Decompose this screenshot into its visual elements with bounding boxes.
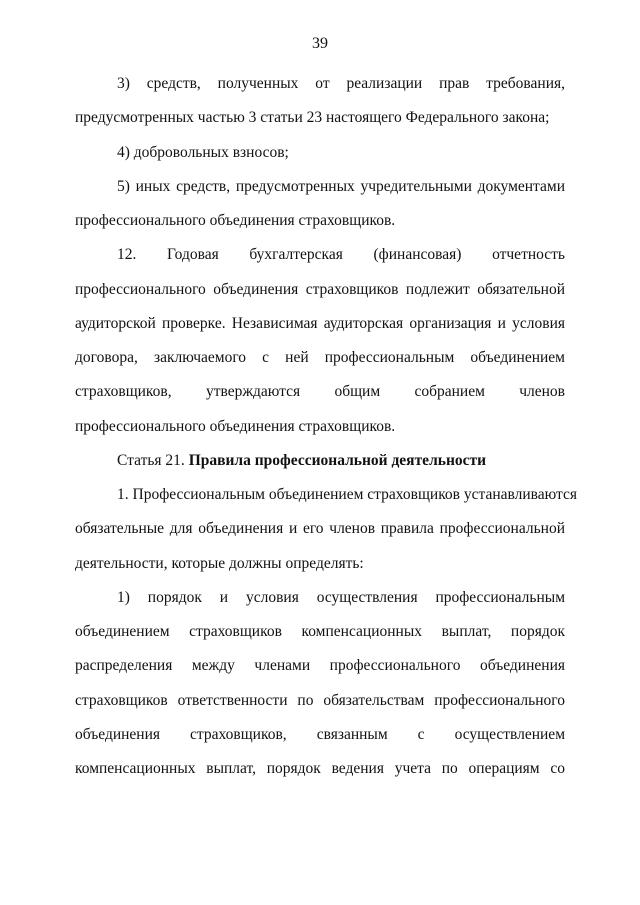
text-line: профессионального объединения страховщиков подлежит обязательной	[75, 280, 565, 298]
text-line: договора, заключаемого с ней профессиональным объединением	[75, 349, 565, 366]
text-line: деятельности, которые должны определять:	[75, 554, 364, 572]
text-line: аудиторской проверке. Независимая аудиторская организация и условия	[75, 314, 565, 332]
text-line: профессионального объединения страховщиков.	[75, 212, 396, 229]
text-line: 3) средств, полученных от реализации прав требования,	[117, 75, 565, 92]
text-line: 1) порядок и условия осуществления профессиональным	[117, 588, 565, 606]
text-line: предусмотренных частью 3 статьи 23 настоящего Федерального закона;	[75, 109, 550, 127]
text-line: распределения между членами профессионального объединения	[75, 657, 565, 675]
article-heading	[75, 444, 565, 478]
text-line: компенсационных выплат, порядок ведения учета по операциям со	[75, 760, 565, 777]
text-line: 5) иных средств, предусмотренных учредительными документами	[117, 177, 565, 195]
document-body	[75, 67, 578, 786]
text-line: страховщиков ответственности по обязательствам профессионального	[75, 691, 565, 709]
text-line: профессионального объединения страховщиков.	[75, 417, 396, 435]
text-line: 12. Годовая бухгалтерская (финансовая) отчетность	[117, 246, 565, 264]
text-line: 1. Профессиональным объединением страховщиков устанавливаются	[117, 486, 578, 503]
text-line: страховщиков, утверждаются общим собранием членов	[75, 383, 565, 401]
article-number: Статья 21.	[117, 451, 189, 469]
text-line: объединения страховщиков, связанным с осуществлением	[75, 725, 565, 743]
article-title: Правила профессиональной деятельности	[188, 451, 487, 469]
text-line: объединением страховщиков компенсационных выплат, порядок	[75, 623, 565, 640]
page-number: 39	[312, 35, 328, 52]
text-line: 4) добровольных взносов;	[117, 143, 289, 161]
text-line: обязательные для объединения и его членов правила профессиональной	[75, 520, 565, 538]
